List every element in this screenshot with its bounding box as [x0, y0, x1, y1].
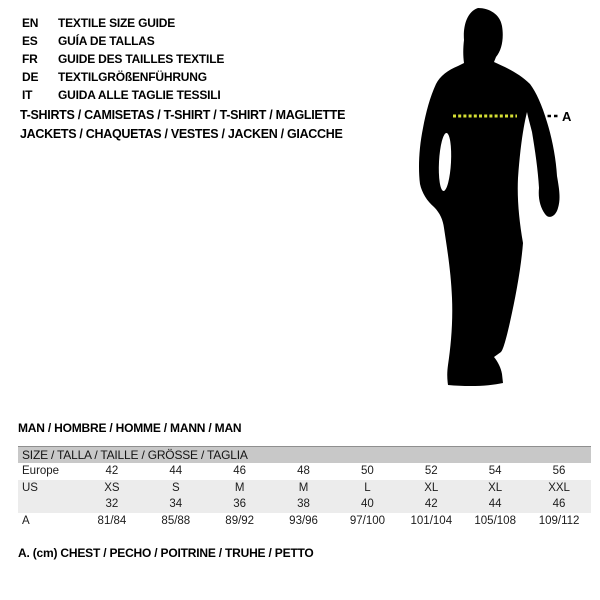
language-code: ES — [22, 34, 38, 48]
measurement-footnote: A. (cm) CHEST / PECHO / POITRINE / TRUHE / PETTO — [18, 546, 314, 560]
table-cell: 101/104 — [410, 514, 453, 527]
table-cell: XXL — [548, 481, 570, 494]
measure-label-a: A — [562, 109, 572, 124]
table-cell: 89/92 — [225, 514, 255, 527]
table-row-europe — [18, 463, 591, 480]
language-row — [22, 68, 224, 86]
table-header: SIZE / TALLA / TAILLE / GRÖSSE / TAGLIA — [18, 446, 591, 463]
language-code: EN — [22, 16, 39, 30]
table-cell: 85/88 — [161, 514, 191, 527]
table-cell: M — [298, 481, 309, 494]
table-cell: 97/100 — [349, 514, 386, 527]
table-cell: XL — [488, 481, 503, 494]
table-cell: 42 — [424, 498, 438, 511]
language-title: TEXTILE SIZE GUIDE — [58, 16, 176, 30]
language-code: IT — [22, 88, 33, 102]
table-cell: 46 — [233, 465, 247, 478]
language-row — [22, 86, 224, 104]
language-list — [22, 14, 224, 104]
table-row-us — [18, 480, 591, 497]
table-cell: 50 — [361, 465, 374, 478]
table-cell: 54 — [488, 465, 502, 478]
language-row — [22, 14, 224, 32]
language-code: FR — [22, 52, 38, 66]
table-cell: 56 — [552, 465, 566, 478]
section-title-man: MAN / HOMBRE / HOMME / MANN / MAN — [18, 421, 242, 435]
table-cell: 52 — [424, 465, 438, 478]
table-cell: 38 — [297, 498, 310, 511]
man-silhouette-figure — [405, 0, 585, 400]
table-cell: 36 — [233, 498, 247, 511]
language-row — [22, 32, 224, 50]
language-row — [22, 50, 224, 68]
table-cell: 48 — [297, 465, 310, 478]
category-line-jackets: JACKETS / CHAQUETAS / VESTES / JACKEN / GIACCHE — [20, 127, 343, 141]
table-cell: 109/112 — [538, 514, 580, 527]
man-silhouette — [419, 8, 560, 386]
language-code: DE — [22, 70, 39, 84]
table-cell: 44 — [169, 465, 183, 478]
table-cell: M — [234, 481, 245, 494]
table-cell: L — [364, 481, 371, 494]
table-cell: 40 — [361, 498, 374, 511]
table-cell: XS — [104, 481, 120, 494]
table-cell: 93/96 — [289, 514, 318, 527]
table-cell: 42 — [105, 465, 119, 478]
table-cell: 81/84 — [97, 514, 127, 527]
table-cell: XL — [424, 481, 439, 494]
size-table — [18, 446, 591, 529]
language-title: GUÍA DE TALLAS — [58, 34, 155, 48]
language-title: GUIDA ALLE TAGLIE TESSILI — [58, 88, 221, 102]
table-cell: S — [171, 481, 180, 494]
table-cell: 44 — [488, 498, 502, 511]
table-row-label: US — [22, 481, 38, 494]
language-title: GUIDE DES TAILLES TEXTILE — [58, 52, 225, 66]
table-cell: 46 — [552, 498, 566, 511]
category-line-tshirts: T-SHIRTS / CAMISETAS / T-SHIRT / T-SHIRT / MAGLIETTE — [20, 108, 346, 122]
table-row-chest-a — [18, 513, 591, 530]
table-row-us-numeric — [18, 496, 591, 513]
language-title: TEXTILGRÖßENFÜHRUNG — [58, 70, 207, 84]
table-row-label: A — [22, 514, 30, 527]
table-cell: 32 — [105, 498, 119, 511]
table-row-label: Europe — [22, 465, 60, 478]
table-cell: 105/108 — [474, 514, 516, 527]
category-lines — [20, 106, 345, 144]
table-cell: 34 — [169, 498, 183, 511]
